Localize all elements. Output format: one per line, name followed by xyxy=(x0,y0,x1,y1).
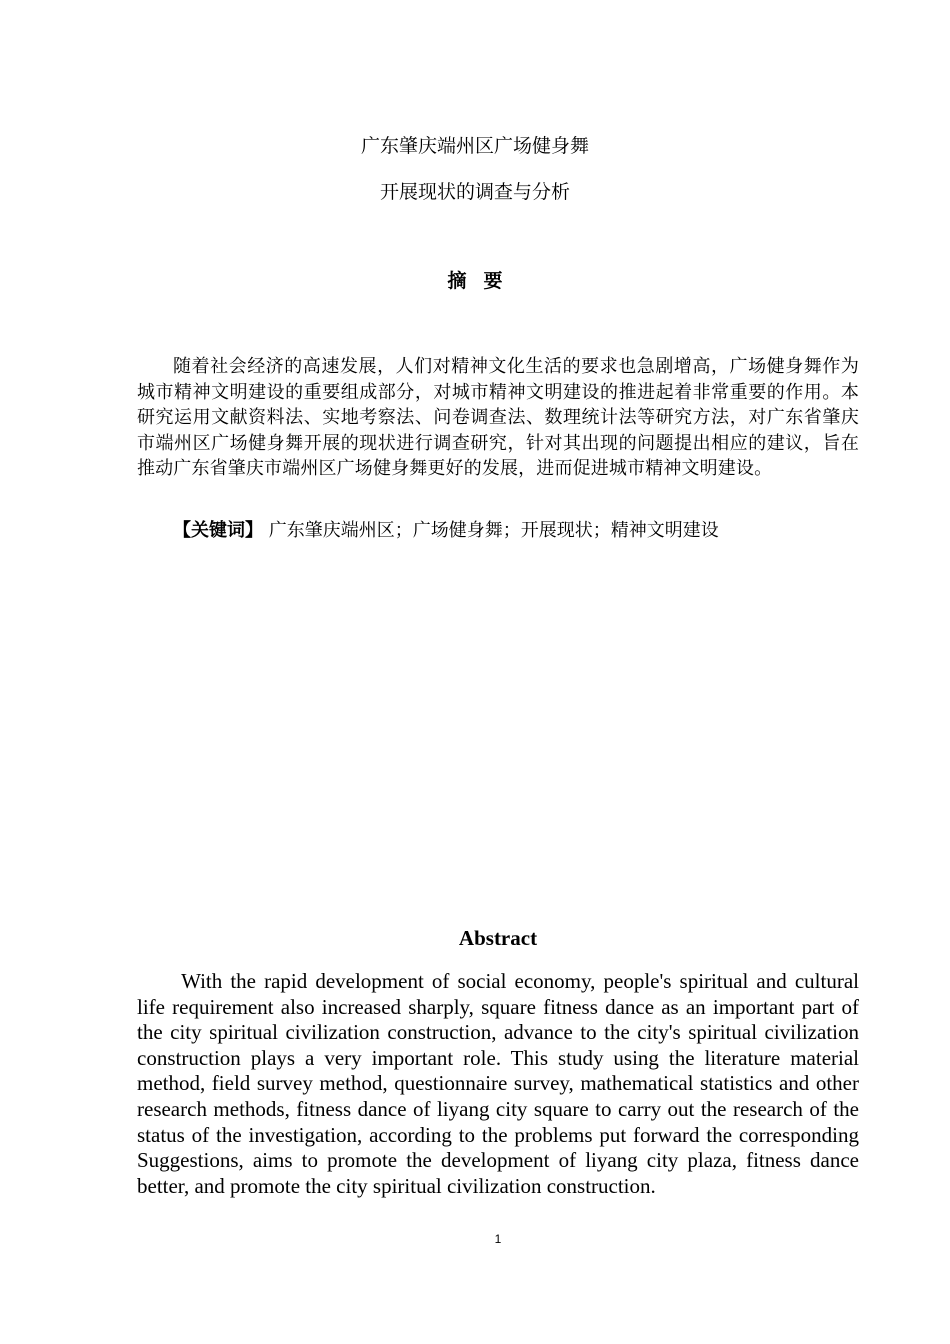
title-line-2: 开展现状的调查与分析 xyxy=(379,181,570,203)
abstract-cn-heading: 摘要 xyxy=(447,270,520,292)
abstract-cn-paragraph: 随着社会经济的高速发展，人们对精神文化生活的要求也急剧增高，广场健身舞作为城市精神文明建设的重要组成部分，对城市精神文明建设的推进起着非常重要的作用。本研究运用文献资料法、实地考察法、问卷调查法、数理统计法等研究方法，对广东省肇庆市端州区广场健身舞开展的现状进行调查研究，针对其出现的问题提出相应的建议，旨在推动广东省肇庆市端州区广场健身舞更好的发展，进而促进城市精神文明建设。 xyxy=(137,356,859,479)
abstract-en-heading: Abstract xyxy=(458,926,538,950)
keywords-list: 广东肇庆端州区；广场健身舞；开展现状；精神文明建设 xyxy=(268,520,719,541)
keywords-label: 【关键词】 xyxy=(173,520,263,541)
page-number: 1 xyxy=(494,1232,502,1246)
title-line-1: 广东肇庆端州区广场健身舞 xyxy=(360,135,589,157)
abstract-en-paragraph: With the rapid development of social economy, people's spiritual and cultural life requirement also increased sharply, square fitness dance as an important part of the city spiritual civilization construction, advance to the city's spiritual civilization construction plays a very important role. This study using the literature material method, field survey method, questionnaire survey, mathematical statistics and other research methods, fitness dance of liyang city square to carry out the research of the status of the investigation, according to the problems put forward the corresponding Suggestions, aims to promote the development of liyang city plaza, fitness dance better, and promote the city spiritual civilization construction. xyxy=(137,969,859,1198)
keywords-line xyxy=(137,518,859,543)
